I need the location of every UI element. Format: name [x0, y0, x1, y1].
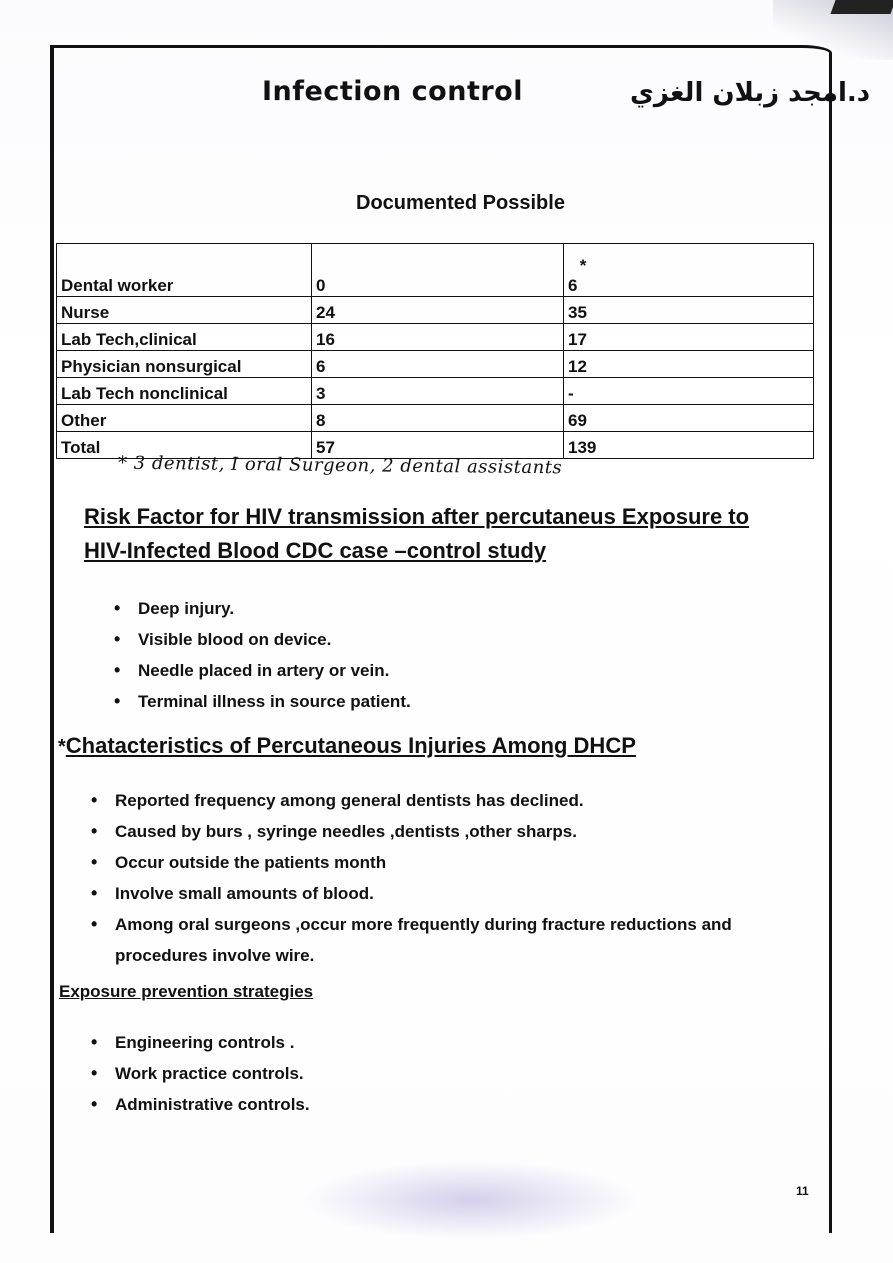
exposure-prevention-list	[91, 1027, 310, 1120]
characteristics-heading-block	[58, 733, 636, 759]
documented-cell: 16	[312, 324, 564, 351]
exposure-table	[56, 243, 814, 459]
possible-cell: 17	[564, 324, 814, 351]
possible-cell: 35	[564, 297, 814, 324]
possible-cell: -	[564, 378, 814, 405]
author-name: د.امجد زبلان الغزي	[630, 78, 871, 108]
list-item: • Occur outside the patients month	[91, 847, 771, 878]
documented-cell: 3	[312, 378, 564, 405]
characteristics-list	[91, 785, 771, 971]
list-item: • Caused by burs , syringe needles ,dentists ,other sharps.	[91, 816, 771, 847]
row-label: Other	[57, 405, 312, 432]
risk-factor-heading: Risk Factor for HIV transmission after percutaneus Exposure to HIV-Infected Blood CDC case –control study	[84, 504, 750, 563]
possible-value: 6	[568, 276, 578, 295]
list-item: • Involve small amounts of blood.	[91, 878, 771, 909]
table-row	[57, 351, 814, 378]
possible-cell: 12	[564, 351, 814, 378]
list-item: • Administrative controls.	[91, 1089, 310, 1120]
list-item: • Visible blood on device.	[114, 624, 411, 655]
row-label: Lab Tech,clinical	[57, 324, 312, 351]
possible-cell	[564, 244, 814, 297]
documented-cell: 8	[312, 405, 564, 432]
scan-edge	[830, 0, 893, 14]
table-row	[57, 378, 814, 405]
list-item: • Deep injury.	[114, 593, 411, 624]
table-row	[57, 324, 814, 351]
possible-cell: 139	[564, 432, 814, 459]
row-label: Lab Tech nonclinical	[57, 378, 312, 405]
page-title: Infection control	[262, 76, 523, 107]
footnote-star: *	[579, 256, 587, 275]
list-item: • Work practice controls.	[91, 1058, 310, 1089]
page-number: 11	[796, 1184, 809, 1198]
documented-cell: 0	[312, 244, 564, 297]
list-item: • Among oral surgeons ,occur more frequently during fracture reductions and procedures involve wire.	[91, 909, 771, 971]
documented-cell: 6	[312, 351, 564, 378]
table-row	[57, 297, 814, 324]
list-item: • Engineering controls .	[91, 1027, 310, 1058]
documented-cell: 57	[312, 432, 564, 459]
risk-factor-list	[114, 593, 411, 717]
row-label: Physician nonsurgical	[57, 351, 312, 378]
exposure-prevention-heading: Exposure prevention strategies	[59, 982, 314, 1001]
possible-cell: 69	[564, 405, 814, 432]
row-label: Total	[57, 432, 312, 459]
handwritten-note: * 3 dentist, I oral Surgeon, 2 dental assistants	[117, 452, 563, 479]
list-item: • Needle placed in artery or vein.	[114, 655, 411, 686]
list-item: • Reported frequency among general dentists has declined.	[91, 785, 771, 816]
asterisk-prefix: *	[58, 736, 66, 758]
table-row	[57, 244, 814, 297]
characteristics-heading: Chatacteristics of Percutaneous Injuries Among DHCP	[65, 733, 636, 758]
table-row	[57, 405, 814, 432]
row-label: Nurse	[57, 297, 312, 324]
documented-cell: 24	[312, 297, 564, 324]
list-item: • Terminal illness in source patient.	[114, 686, 411, 717]
table-caption: Documented Possible	[356, 192, 565, 214]
row-label: Dental worker	[57, 244, 312, 297]
